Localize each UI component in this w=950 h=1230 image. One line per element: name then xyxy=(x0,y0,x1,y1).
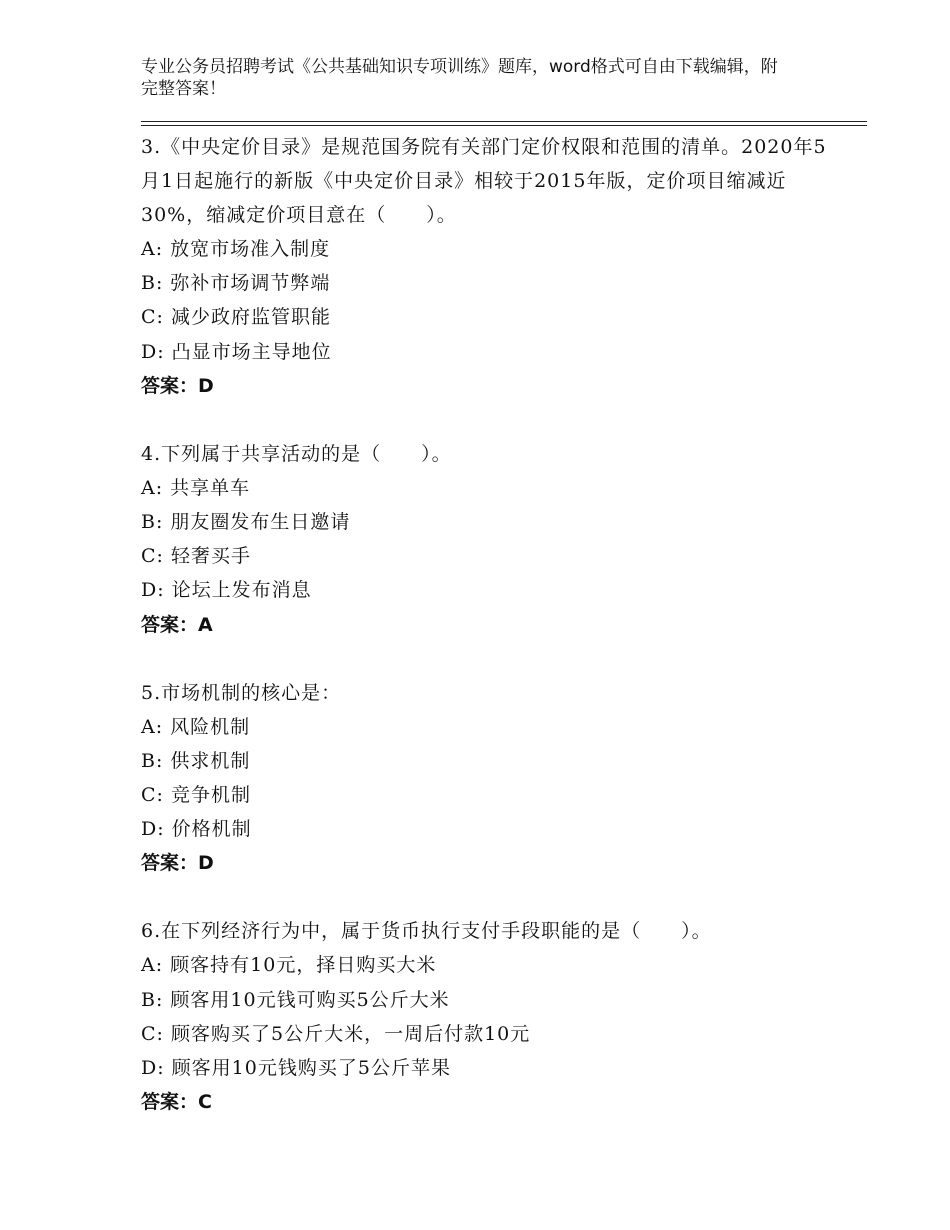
answer: 答案：A xyxy=(141,613,213,636)
question-6 xyxy=(141,914,841,1119)
option-a: A: 风险机制 xyxy=(141,715,251,738)
header-rule-thin xyxy=(141,125,867,126)
question-stem: 5.市场机制的核心是： xyxy=(141,681,342,704)
answer: 答案：D xyxy=(141,374,214,397)
option-b: B: 朋友圈发布生日邀请 xyxy=(141,511,351,534)
option-a: A: 共享单车 xyxy=(141,476,251,499)
option-c: C: 减少政府监管职能 xyxy=(141,306,331,329)
question-stem: 6.在下列经济行为中，属于货币执行支付手段职能的是（ ）。 xyxy=(141,920,712,943)
question-4 xyxy=(141,437,841,642)
header-rule-thick xyxy=(141,121,867,122)
option-c: C: 顾客购买了5公斤大米，一周后付款10元 xyxy=(141,1022,531,1045)
option-b: B: 顾客用10元钱可购买5公斤大米 xyxy=(141,988,450,1011)
option-a: A: 放宽市场准入制度 xyxy=(141,238,331,260)
option-c: C: 轻奢买手 xyxy=(141,545,251,568)
option-b: B: 弥补市场调节弊端 xyxy=(141,272,331,295)
question-3 xyxy=(141,130,841,403)
option-d: D: 论坛上发布消息 xyxy=(141,579,312,602)
question-list xyxy=(141,130,841,1119)
question-stem: 4.下列属于共享活动的是（ ）。 xyxy=(141,442,452,465)
option-d: D: 凸显市场主导地位 xyxy=(141,340,332,363)
spacer xyxy=(141,642,841,676)
option-c: C: 竞争机制 xyxy=(141,784,251,807)
question-stem: 3.《中央定价目录》是规范国务院有关部门定价权限和范围的清单。2020年5月1日起施行的新版《中央定价目录》相较于2015年版，定价项目缩减近30%，缩减定价项目意在（ ）。 xyxy=(141,136,827,226)
answer: 答案：D xyxy=(141,852,214,875)
document-header: 专业公务员招聘考试《公共基础知识专项训练》题库，word格式可自由下载编辑，附完整答案！ xyxy=(141,57,778,99)
spacer xyxy=(141,880,841,914)
question-5 xyxy=(141,676,841,881)
option-d: D: 价格机制 xyxy=(141,818,252,841)
option-b: B: 供求机制 xyxy=(141,749,251,772)
spacer xyxy=(141,403,841,437)
answer: 答案：C xyxy=(141,1091,212,1114)
option-d: D: 顾客用10元钱购买了5公斤苹果 xyxy=(141,1057,451,1080)
option-a: A: 顾客持有10元，择日购买大米 xyxy=(141,954,437,977)
